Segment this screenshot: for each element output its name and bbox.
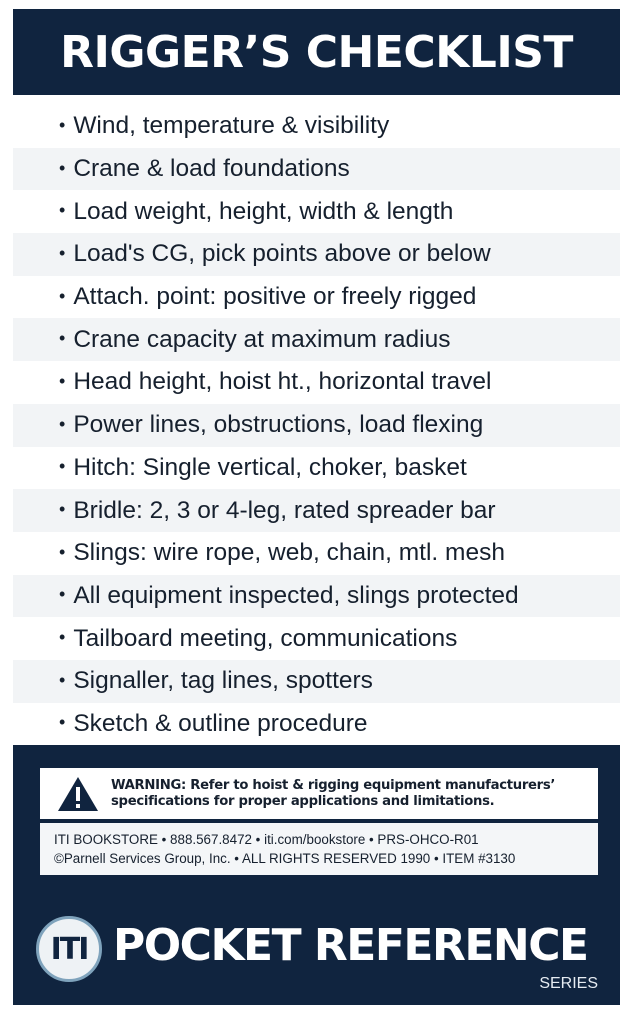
bullet-icon: • (59, 456, 66, 477)
checklist-header (13, 9, 620, 95)
list-item (13, 447, 620, 490)
bullet-icon: • (59, 541, 66, 562)
bullet-icon: • (59, 413, 66, 434)
bullet-icon: • (59, 712, 66, 733)
warning-line-2: specifications for proper applications and limitations. (111, 793, 495, 809)
brand-title: POCKET REFERENCE (113, 920, 588, 971)
list-item-text: Tailboard meeting, communications (73, 624, 458, 652)
list-item (13, 276, 620, 319)
bullet-icon: • (59, 242, 66, 263)
warning-box (40, 768, 598, 819)
list-item-text: Head height, hoist ht., horizontal travel (73, 368, 492, 396)
brand-series-label: SERIES (539, 975, 598, 992)
warning-line-1: WARNING: Refer to hoist & rigging equipment manufacturers’ (111, 777, 556, 793)
bullet-icon: • (59, 157, 66, 178)
checklist (13, 105, 620, 745)
copyright-line: ©Parnell Services Group, Inc. • ALL RIGHTS RESERVED 1990 • ITEM #3130 (54, 851, 516, 866)
list-item-text: Crane & load foundations (73, 155, 350, 183)
bullet-icon: • (59, 328, 66, 349)
list-item-text: Bridle: 2, 3 or 4-leg, rated spreader bar (73, 496, 496, 524)
list-item-text: Signaller, tag lines, spotters (73, 667, 373, 695)
list-item (13, 575, 620, 618)
bullet-icon: • (59, 627, 66, 648)
page-title: RIGGER’S CHECKLIST (60, 26, 573, 78)
publisher-info-box (40, 823, 598, 875)
list-item-text: Attach. point: positive or freely rigged (73, 283, 477, 311)
iti-logo (36, 916, 102, 982)
list-item (13, 318, 620, 361)
list-item (13, 233, 620, 276)
bullet-icon: • (59, 669, 66, 690)
list-item-text: Hitch: Single vertical, choker, basket (73, 453, 467, 481)
list-item-text: All equipment inspected, slings protected (73, 581, 519, 609)
list-item-text: Load weight, height, width & length (73, 197, 454, 225)
bullet-icon: • (59, 370, 66, 391)
list-item (13, 105, 620, 148)
list-item (13, 361, 620, 404)
footer-panel (13, 745, 620, 1005)
warning-triangle-icon (57, 776, 99, 812)
list-item-text: Power lines, obstructions, load flexing (73, 411, 484, 439)
list-item-text: Wind, temperature & visibility (73, 112, 390, 140)
list-item-text: Slings: wire rope, web, chain, mtl. mesh (73, 539, 505, 567)
bullet-icon: • (59, 499, 66, 520)
list-item-text: Crane capacity at maximum radius (73, 325, 451, 353)
list-item (13, 489, 620, 532)
bullet-icon: • (59, 200, 66, 221)
bullet-icon: • (59, 285, 66, 306)
warning-text (111, 778, 555, 810)
list-item (13, 703, 620, 746)
bullet-icon: • (59, 114, 66, 135)
list-item-text: Sketch & outline procedure (73, 709, 368, 737)
list-item (13, 532, 620, 575)
list-item (13, 660, 620, 703)
list-item-text: Load's CG, pick points above or below (73, 240, 491, 268)
brand-bar (13, 890, 620, 1005)
list-item (13, 148, 620, 191)
publisher-contact-line: ITI BOOKSTORE • 888.567.8472 • iti.com/bookstore • PRS-OHCO-R01 (54, 832, 479, 847)
list-item (13, 190, 620, 233)
list-item (13, 617, 620, 660)
list-item (13, 404, 620, 447)
logo-text: ITI (50, 931, 88, 967)
bullet-icon: • (59, 584, 66, 605)
